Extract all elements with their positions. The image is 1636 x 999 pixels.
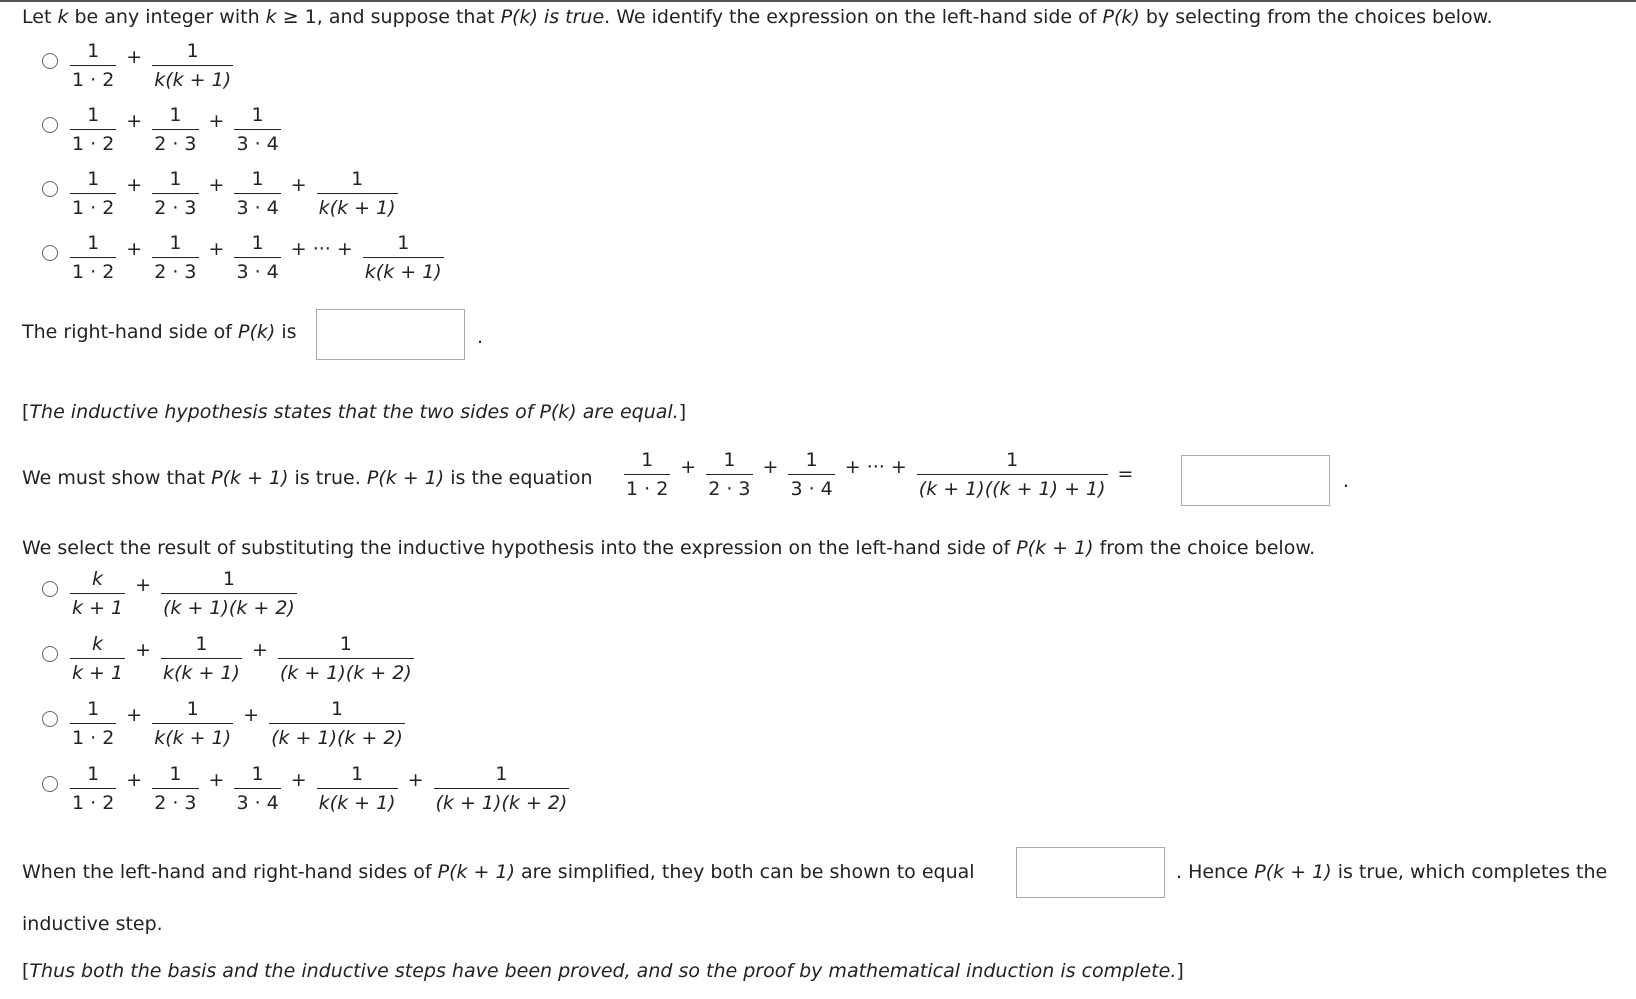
fraction: $\frac{k}{k + 1}$ <box>66 567 129 622</box>
choice2-option-4[interactable] <box>42 757 573 821</box>
fraction: $\frac{1}{2 \cdot 3}$ <box>148 103 202 158</box>
fraction: $\frac{1}{(k + 1)(k + 2)}$ <box>274 632 418 687</box>
radio-button[interactable] <box>42 646 58 662</box>
choice1-option-1[interactable] <box>42 34 237 98</box>
choice1-option-3[interactable] <box>42 162 402 226</box>
plus-sign: + <box>126 46 143 68</box>
choice2-option-1[interactable] <box>42 562 301 626</box>
fraction: $\frac{1}{(k + 1)(k + 2)}$ <box>265 697 409 752</box>
fraction: $\frac{1}{k(k + 1)}$ <box>313 167 402 222</box>
fraction: $\frac{1}{1 \cdot 2}$ <box>66 167 120 222</box>
choice-expression <box>66 39 237 94</box>
simplify-text: When the left-hand and right-hand sides of P(k + 1) are simplified, they both can be shown to equal <box>22 861 975 883</box>
plus-sign: + <box>680 455 697 478</box>
choice1-option-4[interactable] <box>42 226 448 290</box>
plus-sign: + <box>135 639 152 661</box>
fraction: $\frac{1}{1 \cdot 2}$ <box>66 103 120 158</box>
intro-text: Let k be any integer with k ≥ 1, and suppose that P(k) is true. We identify the expression on the left-hand side of P(k) by selecting from the choices below. <box>22 6 1493 28</box>
radio-button[interactable] <box>42 776 58 792</box>
rhs-prompt: The right-hand side of P(k) is <box>22 321 297 343</box>
choice-expression <box>66 103 285 158</box>
show-text: We must show that P(k + 1) is true. P(k + 1) is the equation <box>22 467 593 489</box>
plus-sign: + <box>135 574 152 596</box>
ellipsis-sum: + ··· + <box>844 455 907 478</box>
conclusion-text: [Thus both the basis and the inductive steps have been proved, and so the proof by mathematical induction is complete.] <box>22 960 1184 982</box>
fraction: $\frac{1}{2 \cdot 3}$ <box>148 231 202 286</box>
plus-sign: + <box>126 110 143 132</box>
fraction: $\frac{1}{1 \cdot 2}$ <box>620 448 674 503</box>
fraction: $\frac{1}{1 \cdot 2}$ <box>66 762 120 817</box>
plus-sign: + <box>208 238 225 260</box>
plus-sign: + <box>126 704 143 726</box>
simplify-text-continued: . Hence P(k + 1) is true, which completes the <box>1176 861 1608 883</box>
plus-sign: + <box>243 704 260 726</box>
ellipsis-sum: + ··· + <box>290 238 353 260</box>
plus-sign: + <box>208 110 225 132</box>
fraction: $\frac{1}{k(k + 1)}$ <box>313 762 402 817</box>
radio-button[interactable] <box>42 181 58 197</box>
period: . <box>1343 470 1350 492</box>
pk1-equation <box>620 448 1139 503</box>
plus-sign: + <box>290 174 307 196</box>
fraction: $\frac{1}{2 \cdot 3}$ <box>148 167 202 222</box>
plus-sign: + <box>126 238 143 260</box>
radio-button[interactable] <box>42 53 58 69</box>
choice-expression <box>66 697 409 752</box>
fraction: $\frac{1}{k(k + 1)}$ <box>359 231 448 286</box>
plus-sign: + <box>251 639 268 661</box>
choice-expression <box>66 231 448 286</box>
fraction: $\frac{1}{1 \cdot 2}$ <box>66 697 120 752</box>
simplified-answer-input[interactable] <box>1016 847 1165 898</box>
plus-sign: + <box>126 769 143 791</box>
fraction: $\frac{1}{(k + 1)(k + 2)}$ <box>157 567 301 622</box>
choice-expression <box>66 167 402 222</box>
radio-button[interactable] <box>42 245 58 261</box>
plus-sign: + <box>208 174 225 196</box>
plus-sign: + <box>208 769 225 791</box>
choice-expression <box>66 632 418 687</box>
fraction: $\frac{1}{(k + 1)(k + 2)}$ <box>430 762 574 817</box>
radio-button[interactable] <box>42 711 58 727</box>
choice1-option-2[interactable] <box>42 98 285 162</box>
rhs-answer-input[interactable] <box>316 309 465 360</box>
fraction: $\frac{1}{2 \cdot 3}$ <box>148 762 202 817</box>
fraction: $\frac{1}{k(k + 1)}$ <box>157 632 246 687</box>
period: . <box>477 326 484 348</box>
fraction: $\frac{1}{k(k + 1)}$ <box>148 39 237 94</box>
fraction: $\frac{1}{3 \cdot 4}$ <box>784 448 838 503</box>
fraction: $\frac{1}{3 \cdot 4}$ <box>230 167 284 222</box>
choice-expression <box>66 567 301 622</box>
choice2-option-2[interactable] <box>42 627 418 691</box>
choice-expression <box>66 762 573 817</box>
plus-sign: + <box>407 769 424 791</box>
fraction: $\frac{1}{1 \cdot 2}$ <box>66 39 120 94</box>
fraction: $\frac{1}{1 \cdot 2}$ <box>66 231 120 286</box>
fraction: $\frac{1}{k(k + 1)}$ <box>148 697 237 752</box>
plus-sign: + <box>290 769 307 791</box>
select-text: We select the result of substituting the inductive hypothesis into the expression on the left-hand side of P(k + 1) from the choice below. <box>22 537 1316 559</box>
fraction: $\frac{1}{3 \cdot 4}$ <box>230 762 284 817</box>
equals-sign: = <box>1117 462 1134 485</box>
hypothesis-text: [The inductive hypothesis states that the two sides of P(k) are equal.] <box>22 401 687 423</box>
choice2-option-3[interactable] <box>42 692 409 756</box>
simplify-text-line2: inductive step. <box>22 913 163 935</box>
fraction: $\frac{1}{3 \cdot 4}$ <box>230 103 284 158</box>
radio-button[interactable] <box>42 117 58 133</box>
pk1-rhs-answer-input[interactable] <box>1181 455 1330 506</box>
top-divider <box>0 0 1636 2</box>
radio-button[interactable] <box>42 581 58 597</box>
fraction: $\frac{k}{k + 1}$ <box>66 632 129 687</box>
plus-sign: + <box>762 455 779 478</box>
fraction: $\frac{1}{3 \cdot 4}$ <box>230 231 284 286</box>
fraction: $\frac{1}{(k + 1)((k + 1) + 1)}$ <box>913 448 1112 503</box>
plus-sign: + <box>126 174 143 196</box>
fraction: $\frac{1}{2 \cdot 3}$ <box>702 448 756 503</box>
